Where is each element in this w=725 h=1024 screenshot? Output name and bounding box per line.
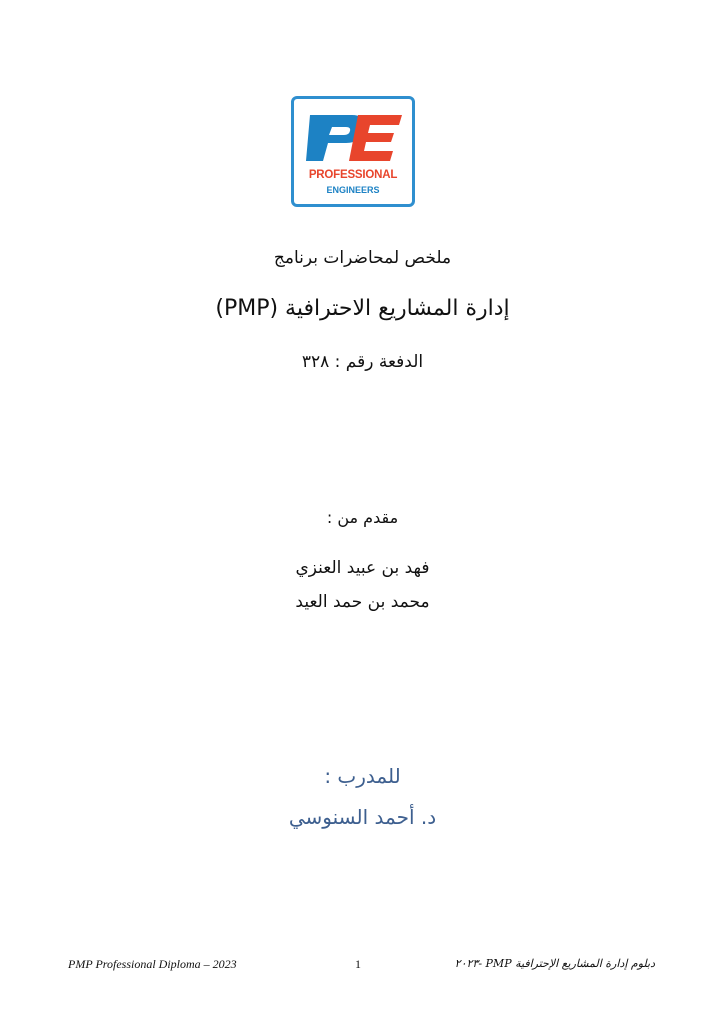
presented-by-label: مقدم من : [326,508,399,527]
pe-logo [291,96,415,207]
logo-line-engineers: ENGINEERS [326,185,380,195]
cover-subtitle: ملخص لمحاضرات برنامج [273,248,452,268]
footer-left-text: PMP Professional Diploma – 2023 [68,957,237,971]
cover-title: إدارة المشاريع الاحترافية (PMP) [215,296,510,321]
trainer-name: د. أحمد السنوسي [288,805,437,829]
page-number: 1 [355,957,361,971]
batch-number: الدفعة رقم : ٣٢٨ [301,352,424,372]
author-name: فهد بن عبيد العنزي [295,558,430,578]
author-name: محمد بن حمد العيد [295,592,430,612]
logo-line-professional: PROFESSIONAL [308,169,398,181]
footer-right-text: دبلوم إدارة المشاريع الإحترافية PMP -٢٠٢٣ [454,957,655,970]
trainer-label: للمدرب : [324,764,401,788]
